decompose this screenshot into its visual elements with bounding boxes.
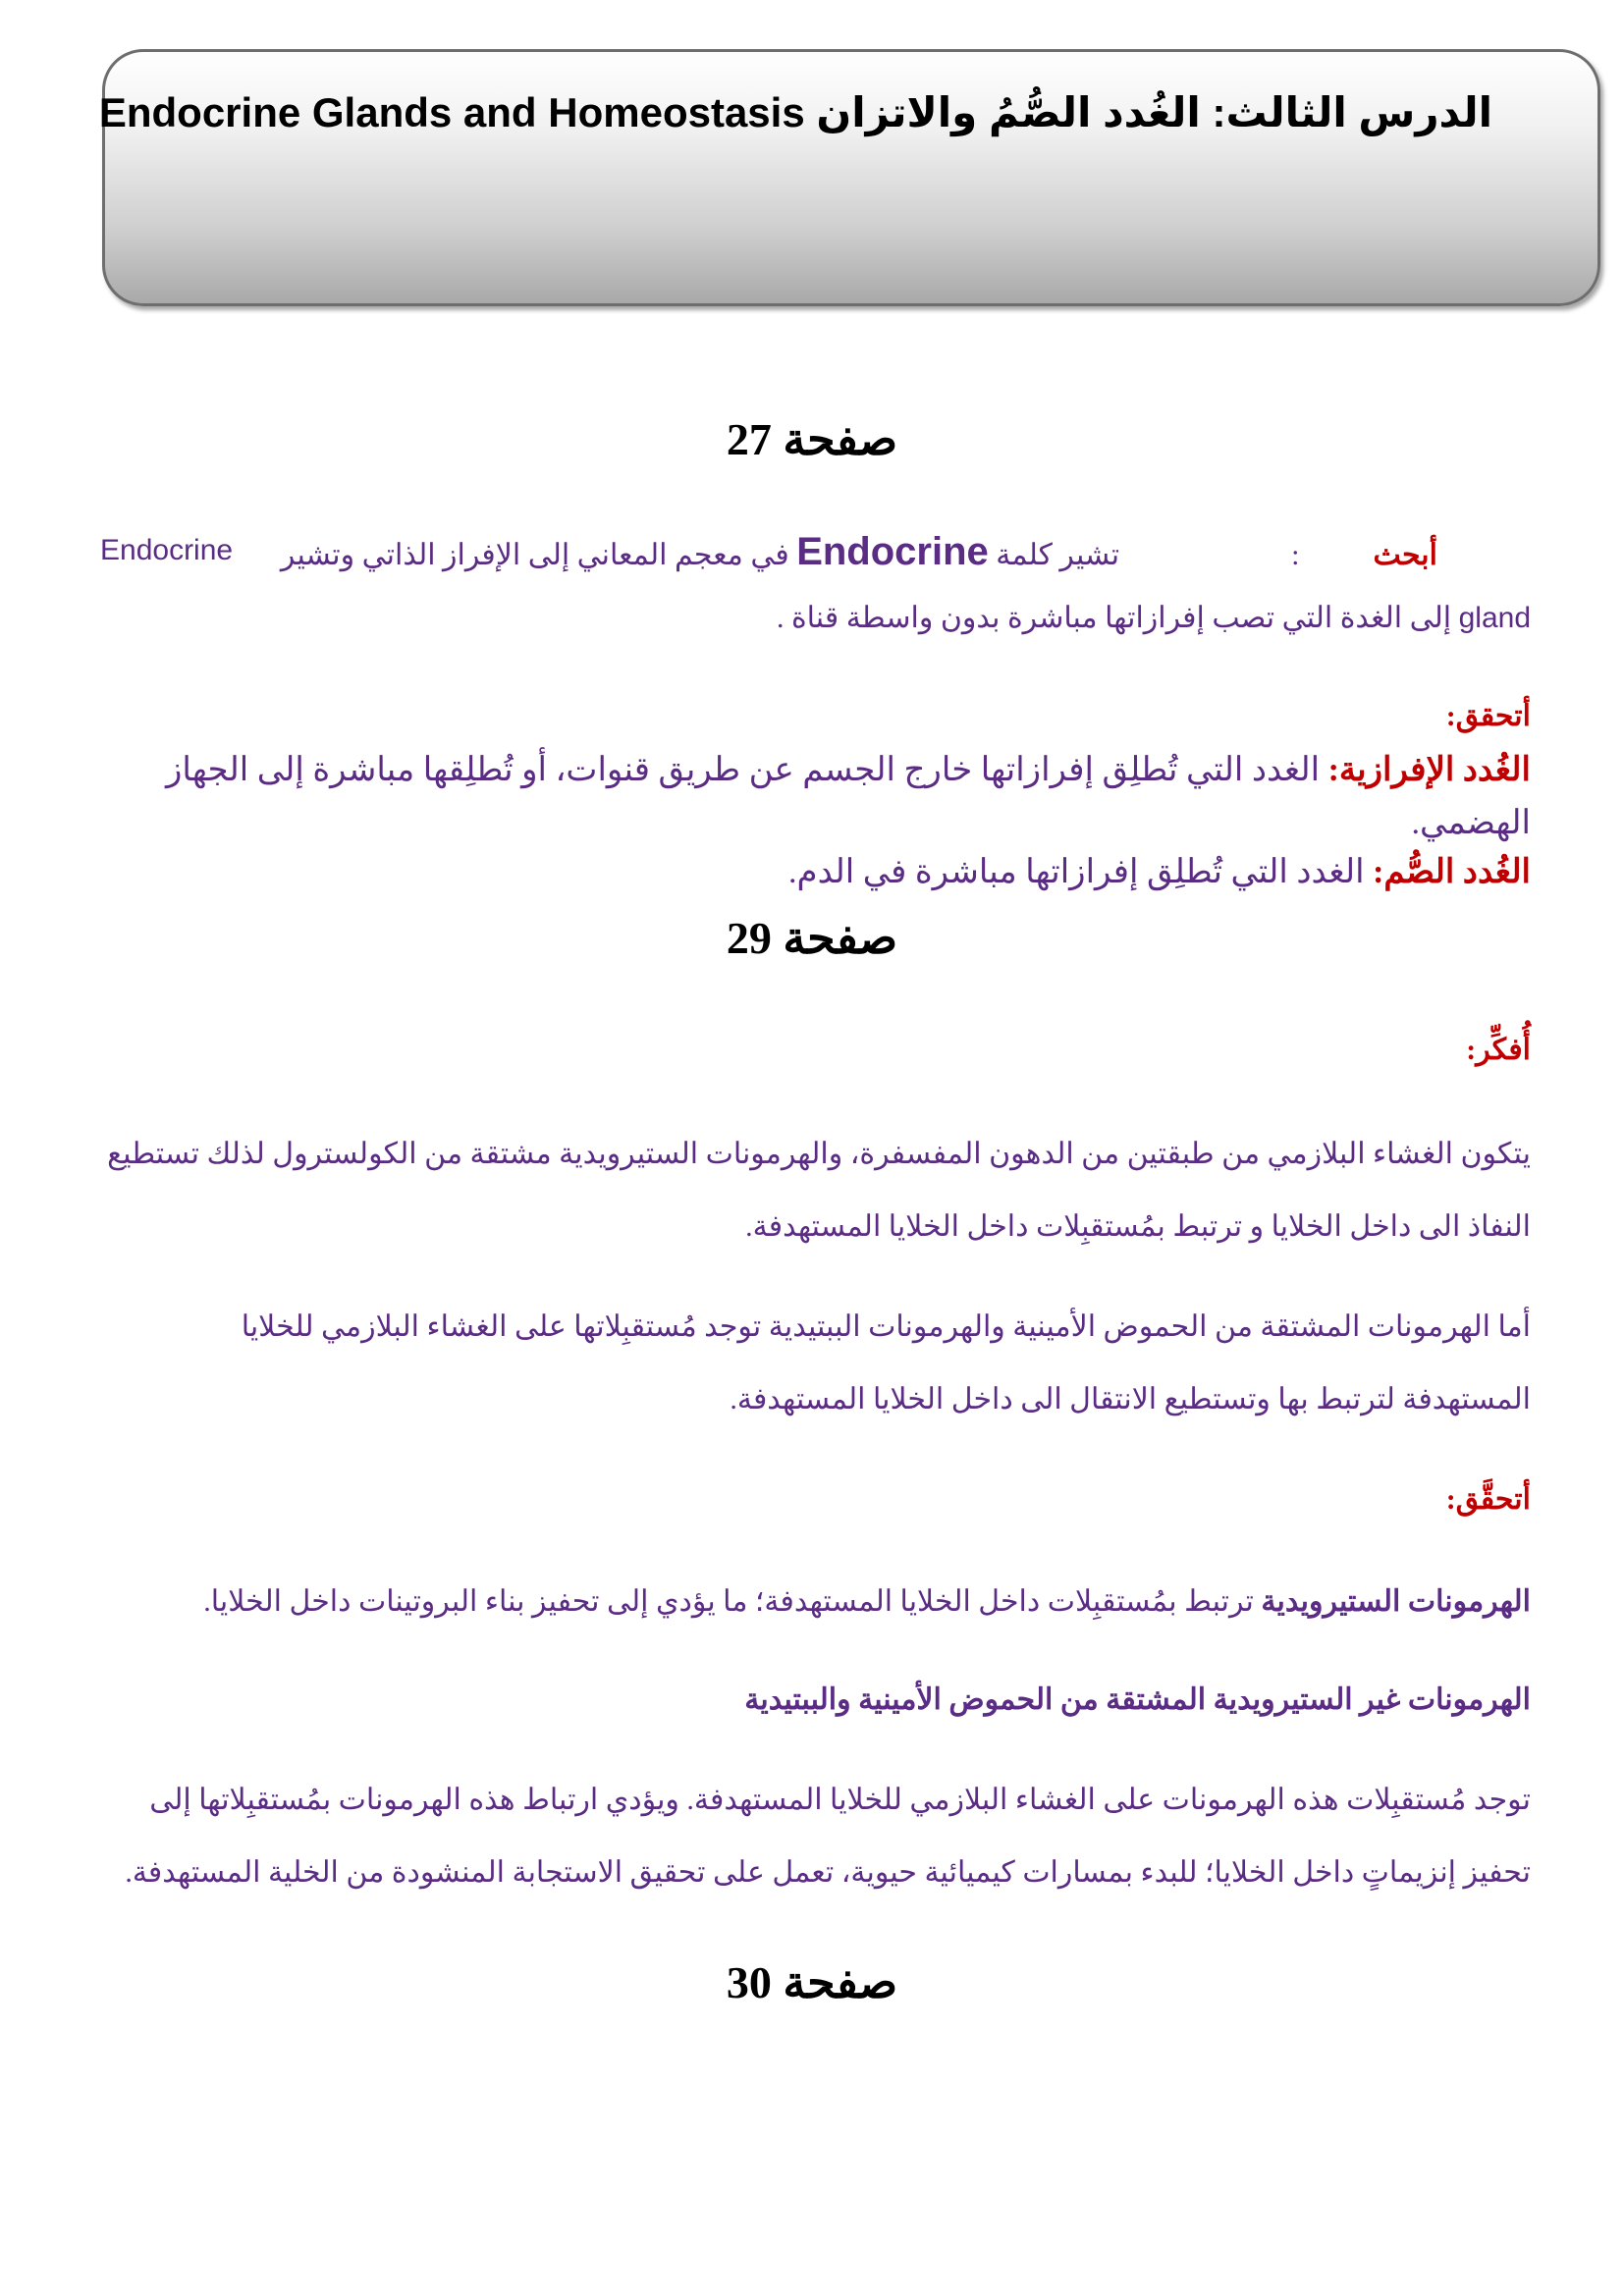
steroid-text: ترتبط بمُستقبِلات داخل الخلايا المستهدفة؛ ما يؤدي إلى تحفيز بناء البروتينات داخل الخلايا. — [203, 1585, 1254, 1618]
steroid-statement — [203, 1584, 1531, 1619]
research-text-a: تشير كلمة — [996, 539, 1120, 571]
lesson-title: الدرس الثالث: الغُدد الصُّمُ والاتزان Endocrine Glands and Homeostasis — [98, 89, 1492, 135]
endocrine-term: الغُدد الصُّم: — [1373, 854, 1531, 890]
think-para-2-line-2: المستهدفة لترتبط بها وتستطيع الانتقال الى داخل الخلايا المستهدفة. — [730, 1383, 1531, 1415]
research-text-c: إلى الغدة التي تصب إفرازاتها مباشرة بدون واسطة قناة . — [776, 602, 1452, 634]
think-para-1-line-1: يتكون الغشاء البلازمي من طبقتين من الدهون المفسفرة، والهرمونات الستيرويدية مشتقة من الكولسترول لذلك تستطيع — [107, 1138, 1531, 1170]
page-27-heading: صفحة 27 — [726, 414, 898, 464]
exocrine-term: الغُدد الإفرازية: — [1327, 752, 1531, 788]
research-term-endocrine: Endocrine — [796, 530, 989, 573]
page-29-heading: صفحة 29 — [726, 913, 898, 963]
think-para-1-line-2: النفاذ الى داخل الخلايا و ترتبط بمُستقبِلات داخل الخلايا المستهدفة. — [745, 1210, 1531, 1243]
research-term-gland: gland — [1458, 602, 1531, 634]
research-label: أبحث — [1373, 539, 1437, 571]
exocrine-definition: الغدد التي تُطلِق إفرازاتها خارج الجسم عن طريق قنوات، أو تُطلِقها مباشرة إلى الجهاز — [166, 752, 1321, 788]
research-text-b: في معجم المعاني إلى الإفراز الذاتي وتشير — [280, 539, 789, 571]
think-label: أُفكِّر: — [1466, 1034, 1531, 1066]
verify-2-label: أتحقَّق: — [1445, 1483, 1531, 1516]
research-colon: : — [1291, 539, 1300, 571]
nonsteroid-line-1: توجد مُستقبِلات هذه الهرمونات على الغشاء البلازمي للخلايا المستهدفة. ويؤدي ارتباط هذه الهرمونات بمُستقبِلاتها إلى — [149, 1784, 1531, 1816]
research-line-2 — [777, 601, 1531, 635]
endocrine-definition-text: الغدد التي تُطلِق إفرازاتها مباشرة في الدم. — [788, 854, 1365, 890]
research-term-endocrine-2: Endocrine — [100, 534, 234, 566]
nonsteroid-heading: الهرمونات غير الستيرويدية المشتقة من الحموض الأمينية والببتيدية — [744, 1683, 1531, 1716]
page-30-heading: صفحة 30 — [726, 1957, 898, 2007]
exocrine-definition-line-1 — [166, 750, 1531, 789]
steroid-term: الهرمونات الستيرويدية — [1261, 1585, 1531, 1618]
verify-1-label: أتحقق: — [1445, 700, 1531, 732]
think-para-2-line-1: أما الهرمونات المشتقة من الحموض الأمينية والهرمونات الببتيدية توجد مُستقبِلاتها على الغشاء البلازمي للخلايا — [241, 1310, 1531, 1343]
exocrine-definition-line-2: الهضمي. — [1411, 805, 1531, 841]
nonsteroid-line-2: تحفيز إنزيماتٍ داخل الخلايا؛ للبدء بمسارات كيميائية حيوية، تعمل على تحقيق الاستجابة المنشودة من الخلية المستهدفة. — [125, 1856, 1531, 1889]
endocrine-definition — [788, 852, 1531, 891]
